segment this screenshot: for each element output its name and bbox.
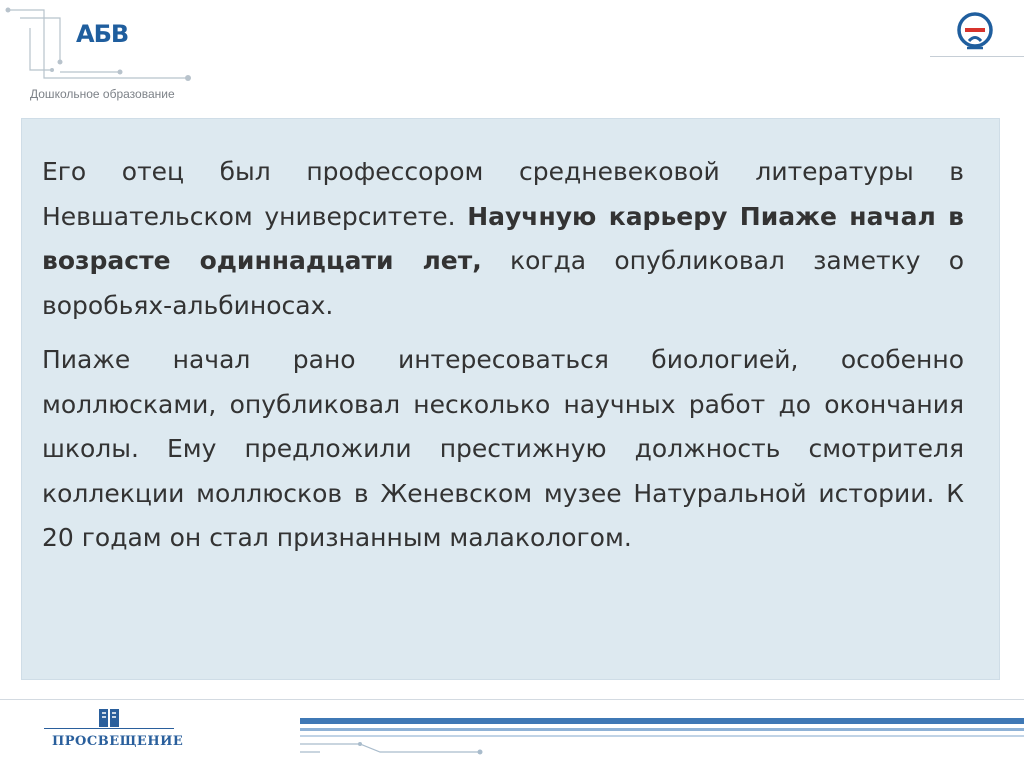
stylized-e-circle-logo-icon [955, 10, 995, 52]
publisher-name: ПРОСВЕЩЕНИЕ [52, 734, 184, 749]
slide-header [0, 0, 1024, 110]
body-text [42, 150, 964, 571]
header-divider [930, 56, 1024, 57]
footer-logo-separator [44, 728, 174, 729]
brand-logo-text: АБВ [76, 20, 129, 48]
footer-stripes-decoration [300, 708, 1024, 758]
slide-footer [0, 682, 1024, 767]
highlighted-text: Научную карьеру Пиаже начал в возрасте одиннадцати лет, [42, 201, 964, 275]
prosveshchenie-book-emblem-icon [96, 708, 122, 728]
paragraph-1: Его отец был профессором средневековой литературы в Невшательском университете. Научную карьеру Пиаже начал в возрасте одиннадцати лет, когда опубликовал заметку о воробьях-альбиносах. [42, 157, 965, 320]
paragraph-2: Пиаже начал рано интересоваться биологией, особенно моллюсками, опубликовал несколько научных работ до окончания школы. Ему предложили престижную должность смотрителя коллекции моллюсков в Женевском музее Натуральной истории. К 20 годам он стал признанным малакологом. [42, 345, 964, 552]
brand-subtitle: Дошкольное образование [30, 87, 175, 101]
footer-divider [0, 699, 1024, 700]
